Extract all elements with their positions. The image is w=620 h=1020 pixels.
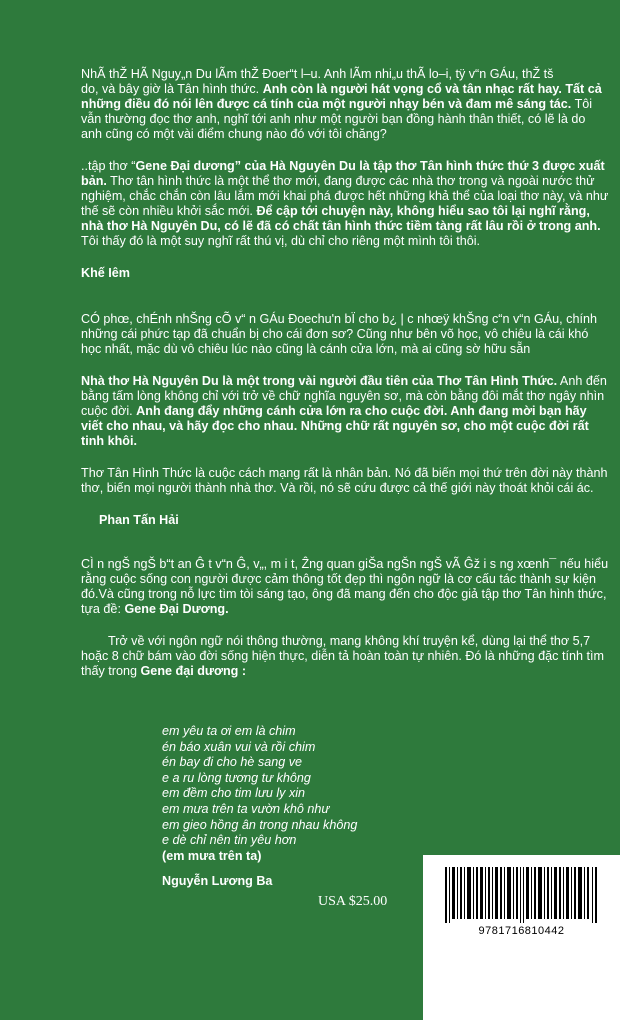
garbled-text: CÌ n ngŠ ngŠ b“t an Ĝ t v“n Ĝ, v„, m i t, Ẑng quan giŠa ngŠn ngŠ vÃ Ĝž i s ng xœnh¯ xyxy=(81,557,557,571)
bold-text: Để cập tới chuyện này, không hiểu sao tôi lại nghĩ rằng, nhà thơ Hà Nguyên Du, có lẽ đã có chất tân hình thức tiềm tàng rất lâu rồi ở trong anh. xyxy=(81,204,601,233)
review-phan-tan-hai-3: Thơ Tân Hình Thức là cuộc cách mạng rất là nhân bản. Nó đã biến mọi thứ trên đời này thành thơ, biến mọi người thành nhà thơ. Và rồi, nó sẽ cứu được cả thế giới này thoát khỏi cái ác. xyxy=(81,466,608,495)
poem-caption: (em mưa trên ta) xyxy=(162,848,262,863)
poem-line: e a ru lòng tương tư không xyxy=(162,770,311,785)
review-phan-tan-hai-2 xyxy=(81,374,609,449)
review-nguyen-luong-ba xyxy=(81,557,609,617)
price-label: USA $25.00 xyxy=(318,894,388,909)
poem-line: em đềm cho tim lưu ly xin xyxy=(162,786,306,801)
poem-line: én báo xuân vui và rồi chim xyxy=(162,739,316,754)
poem-line: em yêu ta ơi em là chim xyxy=(162,724,296,738)
book-title: Gene đại dương : xyxy=(140,664,247,678)
signature-phan-tan-hai: Phan Tấn Hải xyxy=(99,513,179,527)
text-span: Tôi thấy đó là một suy nghĩ rất thú vị, dù chỉ cho riêng một mình tôi thôi. xyxy=(81,234,481,248)
garbled-text: NhÃ thŽ HÃ Nguy„n Du lÃm thŽ Ðoer“t l–u. Anh lÃm nhi„u thÃ lo–i, tÿ v“n GÁu, thŽ tš xyxy=(81,67,554,81)
review-phan-tan-hai xyxy=(81,312,609,357)
bold-text: Anh còn là người hát vọng cổ và tân nhạc rất hay. Tất cả những điều đó nói lên được cá tính của một người nhạy bén và đam mê sáng tác. xyxy=(81,82,602,111)
poem-author: Nguyễn Lương Ba xyxy=(162,874,273,889)
text-span: Anh đến bằng tấm lòng không chỉ với trở về chữ nghĩa nguyên sơ, mà còn bằng đôi mắt thơ ngây nhìn cuộc đời. xyxy=(81,374,607,418)
text-span: Trở về với ngôn ngữ nói thông thường, mang không khí truyện kể, dùng lại thể thơ 5,7 hoặc 8 chữ bám vào đời sống hiện thực, diễn tả hoàn toàn tự nhiên. Đó là những đặc tính tìm thấy trong xyxy=(81,634,604,678)
isbn-number: 9781716810442 xyxy=(478,925,565,937)
bold-text: Anh đang đẩy những cánh cửa lớn ra cho cuộc đời. Anh đang mời bạn hãy viết cho nhau, và hãy đọc cho nhau. Những chữ rất nguyên sơ, cho một cuộc đời rất tinh khôi. xyxy=(81,404,589,448)
text-span: ..tập thơ “ xyxy=(81,159,136,173)
text-span: do, và bây giờ là Tân hình thức. xyxy=(81,82,260,96)
book-title: Gene Đại Dương. xyxy=(124,602,229,616)
text-span: Tôi vẫn thường đọc thơ anh, nghĩ tới anh như một người bạn đồng hành thân thiết, có lẽ là do anh cũng có một vài điểm chung nào đó với tôi chăng? xyxy=(81,97,593,141)
review-nguyen-luong-ba-2 xyxy=(81,634,609,679)
text-span: nếu hiểu rằng cuộc sống con người được cảm thông tốt đẹp thì ngôn ngữ là cơ cấu tác thành sự kiện đó.Và cũng trong nỗ lực tìm tòi sáng tạo, ông đã mang đến cho độc giả tập thơ Tân hình thức, tựa đề: xyxy=(81,557,609,616)
text-span: Thơ tân hình thức là một thể thơ mới, đang được các nhà thơ trong và ngoài nước thử nghiệm, chắc chắn còn lâu lắm mới khai phá được hết những khả thể của loại thơ này, và như thế sẽ còn nhiều khởi sắc mới. xyxy=(81,174,609,218)
poem-line: em gieo hồng ân trong nhau không xyxy=(162,817,358,832)
barcode-icon xyxy=(445,867,599,923)
back-cover-text xyxy=(81,67,609,679)
poem-excerpt xyxy=(162,724,357,890)
bold-text: ” của Hà Nguyên Du là tập thơ Tân hình thức thứ 3 được xuất bản. xyxy=(81,159,605,188)
poem-line: én bay đi cho hè sang ve xyxy=(162,755,303,770)
review-khe-iem-body xyxy=(81,159,609,249)
review-khe-iem-intro xyxy=(81,67,609,142)
poem-line: e dè chỉ nên tin yêu hơn xyxy=(162,833,297,848)
book-title: Gene Đại dương xyxy=(135,159,235,173)
bold-text: Nhà thơ Hà Nguyên Du là một trong vài người đầu tiên của Thơ Tân Hình Thức. xyxy=(81,374,558,388)
signature-khe-iem: Khế Iêm xyxy=(81,266,130,280)
garbled-text: CÓ phœ, chÉnh nhŠng cÕ v“ n GÁu Ðoechu'n bÏ cho b¿ | c nhœÿ khŠng c“n v“n GÁu, xyxy=(81,312,563,326)
text-span: chính những cái phức tạp đã chuẩn bị cho cái đơn sơ? Cũng như bên võ học, vô chiêu là cái khó học nhất, mặc dù vô chiêu lúc nào cũng là cánh cửa lớn, mà ai cũng sờ hữu sẵn xyxy=(81,312,597,356)
barcode-panel xyxy=(423,855,620,1020)
poem-line: em mưa trên ta vườn khô như xyxy=(162,801,330,816)
